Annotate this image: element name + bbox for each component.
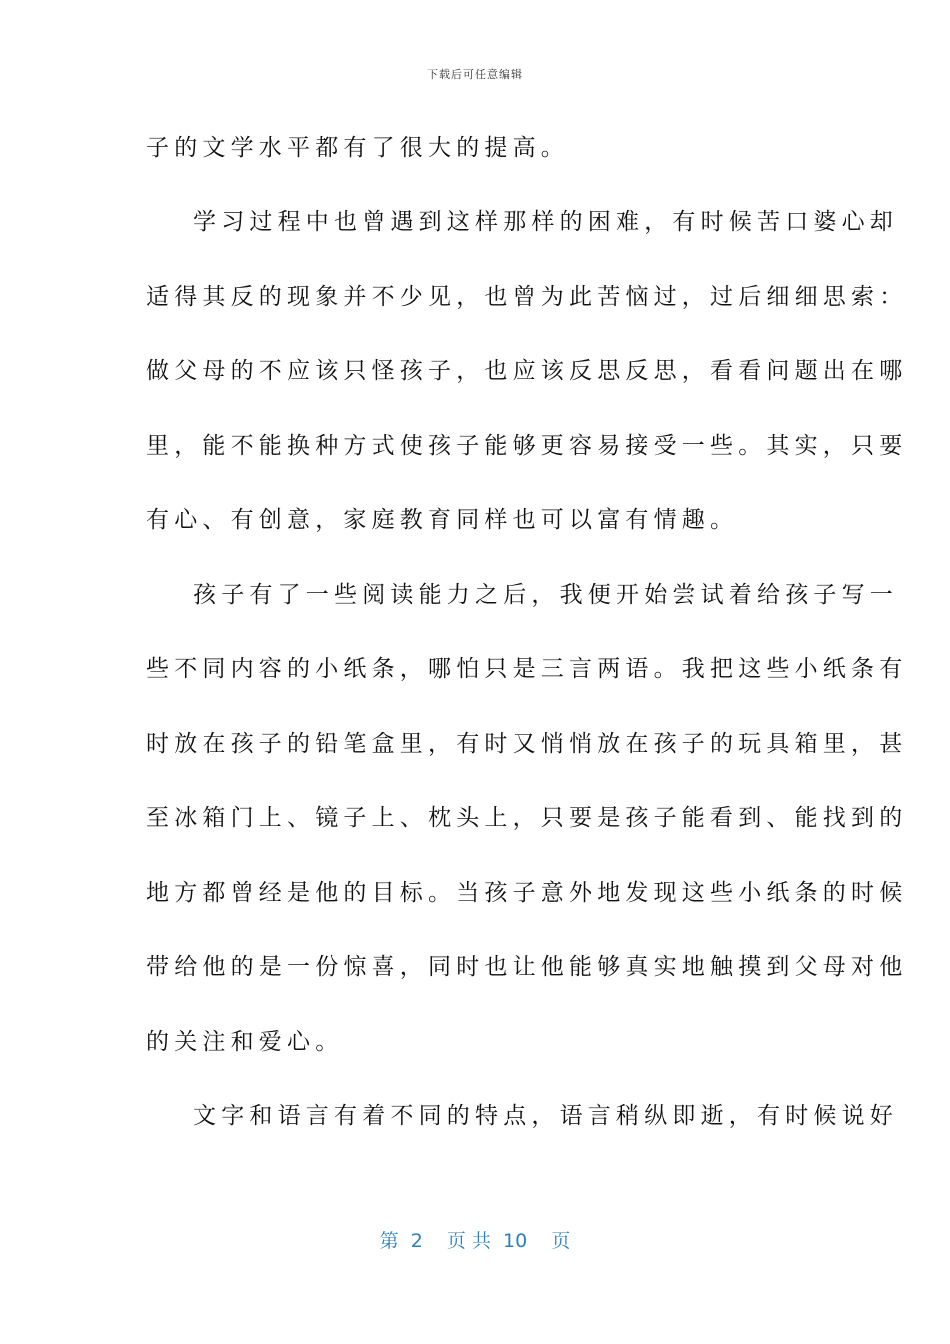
text-line: 子的文学水平都有了很大的提高。 — [146, 135, 569, 161]
paragraph-first-line: 学习过程中也曾遇到这样那样的困难，有时候苦口婆心却 — [193, 209, 898, 235]
text-line: 的关注和爱心。 — [146, 1029, 344, 1055]
page-number-footer: 第 2 页 共 10 页 — [379, 1230, 571, 1252]
text-line: 带给他的是一份惊喜，同时也让他能够真实地触摸到父母对他 — [146, 954, 908, 980]
text-line: 至冰箱门上、镜子上、枕头上，只要是孩子能看到、能找到的 — [146, 805, 908, 831]
text-line: 里，能不能换种方式使孩子能够更容易接受一些。其实，只要 — [146, 433, 908, 459]
text-line: 适得其反的现象并不少见，也曾为此苦恼过，过后细细思索： — [146, 284, 908, 310]
text-line: 时放在孩子的铅笔盒里，有时又悄悄放在孩子的玩具箱里，甚 — [146, 731, 908, 757]
text-line: 地方都曾经是他的目标。当孩子意外地发现这些小纸条的时候 — [146, 880, 908, 906]
text-line: 些不同内容的小纸条，哪怕只是三言两语。我把这些小纸条有 — [146, 656, 908, 682]
text-line: 有心、有创意，家庭教育同样也可以富有情趣。 — [146, 507, 739, 533]
paragraph-first-line: 孩子有了一些阅读能力之后，我便开始尝试着给孩子写一 — [193, 582, 898, 608]
header-note: 下载后可任意编辑 — [427, 68, 523, 81]
paragraph-first-line: 文字和语言有着不同的特点，语言稍纵即逝，有时候说好 — [193, 1103, 898, 1129]
text-line: 做父母的不应该只怪孩子，也应该反思反思，看看问题出在哪 — [146, 358, 908, 384]
